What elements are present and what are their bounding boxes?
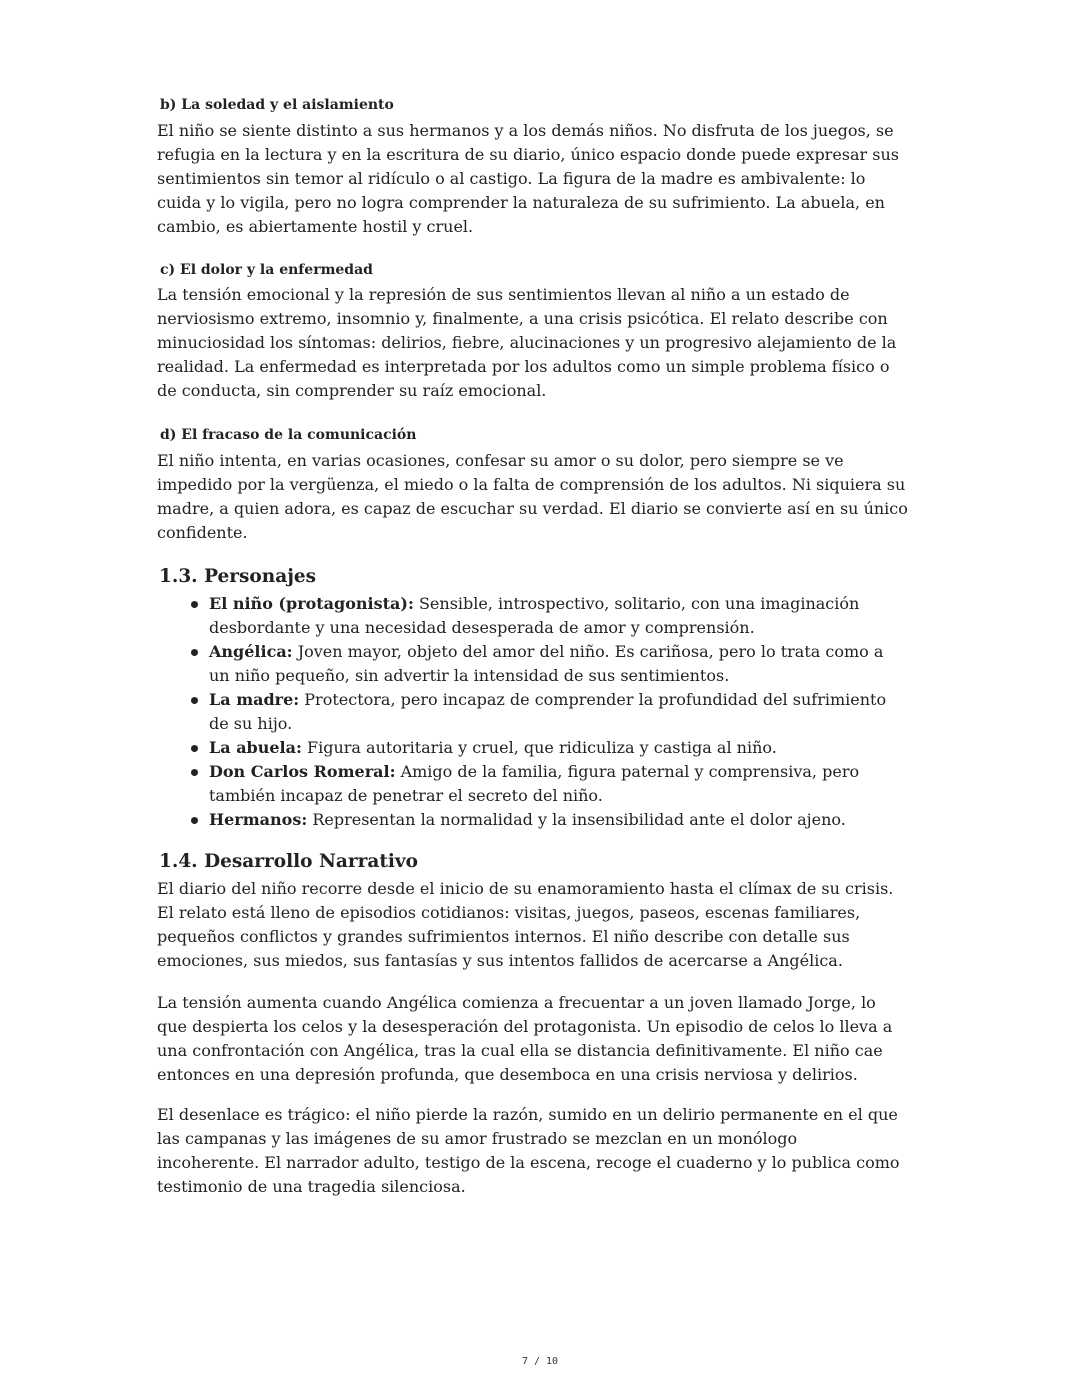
text-line: madre, a quien adora, es capaz de escuchar su verdad. El diario se convierte así en su único bbox=[157, 499, 908, 518]
text-line: de su hijo. bbox=[209, 714, 293, 733]
text-line: emociones, sus miedos, sus fantasías y sus intentos fallidos de acercarse a Angélica. bbox=[157, 951, 843, 970]
bullet-icon bbox=[191, 745, 198, 752]
text-line: refugia en la lectura y en la escritura de su diario, único espacio donde puede expresar sus bbox=[157, 145, 900, 164]
character-name: Angélica: bbox=[209, 642, 293, 661]
subsection-heading: c) El dolor y la enfermedad bbox=[160, 262, 373, 278]
character-name: El niño (protagonista): bbox=[209, 594, 414, 613]
text-line: también incapaz de penetrar el secreto del niño. bbox=[209, 786, 603, 805]
text-line: un niño pequeño, sin advertir la intensidad de sus sentimientos. bbox=[209, 666, 730, 685]
subsection-heading: b) La soledad y el aislamiento bbox=[160, 97, 394, 113]
list-item bbox=[157, 640, 886, 688]
text-line: cambio, es abiertamente hostil y cruel. bbox=[157, 217, 474, 236]
list-item bbox=[157, 736, 886, 760]
text-line: testimonio de una tragedia silenciosa. bbox=[157, 1177, 466, 1196]
text-line: entonces en una depresión profunda, que desemboca en una crisis nerviosa y delirios. bbox=[157, 1065, 858, 1084]
text-line: que despierta los celos y la desesperación del protagonista. Un episodio de celos lo lleva a bbox=[157, 1017, 893, 1036]
text-line: cuida y lo vigila, pero no logra comprender la naturaleza de su sufrimiento. La abuela, en bbox=[157, 193, 885, 212]
list-item bbox=[157, 592, 886, 640]
text-line bbox=[209, 688, 886, 712]
bullet-icon bbox=[191, 769, 198, 776]
narrative-paragraph bbox=[157, 991, 892, 1087]
list-item bbox=[157, 760, 886, 808]
text-line: de conducta, sin comprender su raíz emocional. bbox=[157, 381, 547, 400]
text-line: realidad. La enfermedad es interpretada por los adultos como un simple problema físico o bbox=[157, 357, 890, 376]
text-line: sentimientos sin temor al ridículo o al castigo. La figura de la madre es ambivalente: lo bbox=[157, 169, 866, 188]
text-line bbox=[209, 760, 886, 784]
section-heading: 1.3. Personajes bbox=[159, 566, 317, 587]
bullet-icon bbox=[191, 649, 198, 656]
subsection-paragraph bbox=[157, 119, 899, 239]
text-line: El relato está lleno de episodios cotidianos: visitas, juegos, paseos, escenas familiares, bbox=[157, 903, 861, 922]
character-description: Figura autoritaria y cruel, que ridiculiza y castiga al niño. bbox=[307, 738, 777, 757]
character-description: Amigo de la familia, figura paternal y comprensiva, pero bbox=[400, 762, 860, 781]
text-line: El diario del niño recorre desde el inicio de su enamoramiento hasta el clímax de su crisis. bbox=[157, 879, 894, 898]
text-line: El desenlace es trágico: el niño pierde la razón, sumido en un delirio permanente en el que bbox=[157, 1105, 898, 1124]
text-line bbox=[209, 808, 886, 832]
text-line bbox=[209, 640, 886, 664]
page-number: 7 / 10 bbox=[521, 1356, 559, 1367]
text-line bbox=[209, 736, 886, 760]
text-line: impedido por la vergüenza, el miedo o la falta de comprensión de los adultos. Ni siquiera su bbox=[157, 475, 906, 494]
text-line bbox=[209, 592, 886, 616]
narrative-paragraph bbox=[157, 1103, 900, 1199]
subsection-paragraph bbox=[157, 283, 896, 403]
character-name: La abuela: bbox=[209, 738, 302, 757]
character-name: La madre: bbox=[209, 690, 300, 709]
text-line: El niño intenta, en varias ocasiones, confesar su amor o su dolor, pero siempre se ve bbox=[157, 451, 844, 470]
text-line: El niño se siente distinto a sus hermanos y a los demás niños. No disfruta de los juegos, se bbox=[157, 121, 894, 140]
text-line: incoherente. El narrador adulto, testigo de la escena, recoge el cuaderno y lo publica como bbox=[157, 1153, 900, 1172]
text-line: las campanas y las imágenes de su amor frustrado se mezclan en un monólogo bbox=[157, 1129, 798, 1148]
text-line: La tensión emocional y la represión de sus sentimientos llevan al niño a un estado de bbox=[157, 285, 850, 304]
character-description: Representan la normalidad y la insensibilidad ante el dolor ajeno. bbox=[312, 810, 846, 829]
character-description: Joven mayor, objeto del amor del niño. Es cariñosa, pero lo trata como a bbox=[297, 642, 884, 661]
character-name: Don Carlos Romeral: bbox=[209, 762, 396, 781]
bullet-icon bbox=[191, 697, 198, 704]
text-line: La tensión aumenta cuando Angélica comienza a frecuentar a un joven llamado Jorge, lo bbox=[157, 993, 876, 1012]
character-list bbox=[157, 592, 886, 832]
list-item bbox=[157, 688, 886, 736]
subsection-heading: d) El fracaso de la comunicación bbox=[160, 427, 417, 443]
text-line: confidente. bbox=[157, 523, 248, 542]
character-description: Sensible, introspectivo, solitario, con una imaginación bbox=[418, 594, 860, 613]
subsection-paragraph bbox=[157, 449, 908, 545]
text-line: minuciosidad los síntomas: delirios, fiebre, alucinaciones y un progresivo alejamiento de la bbox=[157, 333, 897, 352]
character-description: Protectora, pero incapaz de comprender la profundidad del sufrimiento bbox=[304, 690, 887, 709]
text-line: pequeños conflictos y grandes sufrimientos internos. El niño describe con detalle sus bbox=[157, 927, 850, 946]
section-heading: 1.4. Desarrollo Narrativo bbox=[159, 851, 418, 872]
text-line: una confrontación con Angélica, tras la cual ella se distancia definitivamente. El niño cae bbox=[157, 1041, 883, 1060]
character-name: Hermanos: bbox=[209, 810, 308, 829]
bullet-icon bbox=[191, 601, 198, 608]
text-line: desbordante y una necesidad desesperada de amor y comprensión. bbox=[209, 618, 755, 637]
narrative-paragraph bbox=[157, 877, 893, 973]
text-line: nerviosismo extremo, insomnio y, finalmente, a una crisis psicótica. El relato describe con bbox=[157, 309, 888, 328]
bullet-icon bbox=[191, 817, 198, 824]
list-item bbox=[157, 808, 886, 832]
